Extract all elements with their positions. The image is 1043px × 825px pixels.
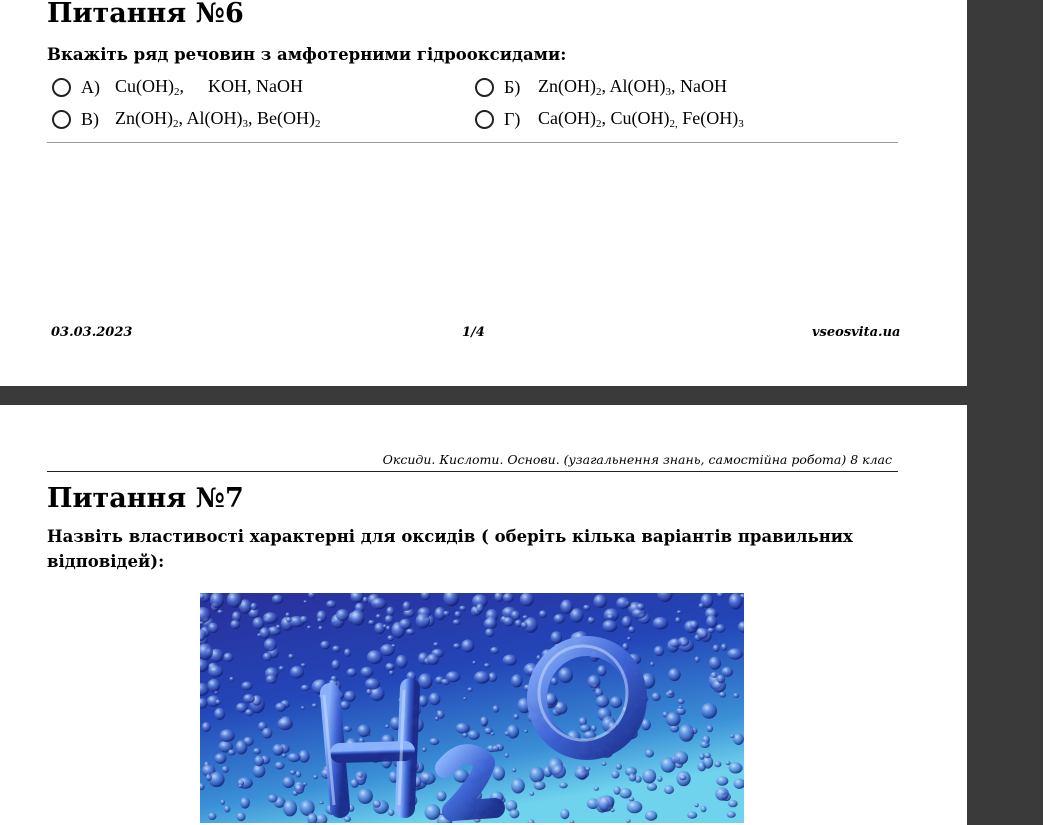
water-droplet (385, 663, 394, 671)
water-droplet (523, 615, 529, 619)
water-droplet (385, 615, 394, 623)
water-droplet (707, 628, 714, 633)
water-droplet (272, 744, 283, 756)
water-droplet (701, 703, 717, 719)
water-droplet (344, 691, 356, 702)
water-droplet (713, 645, 720, 652)
water-droplet (215, 699, 221, 704)
answer-option-a[interactable] (52, 76, 303, 98)
water-droplet (622, 616, 632, 628)
water-droplet (202, 722, 211, 732)
document-page-2 (0, 405, 967, 825)
water-droplet (690, 621, 699, 629)
water-droplet (585, 767, 590, 771)
water-droplet (214, 708, 225, 720)
water-droplet (668, 690, 674, 695)
water-droplet (250, 603, 257, 611)
radio-button-icon[interactable] (52, 110, 71, 129)
water-droplet (597, 665, 606, 676)
water-droplet (290, 770, 296, 775)
water-droplet (367, 650, 382, 664)
water-droplet (727, 648, 743, 659)
water-droplet (733, 693, 739, 698)
water-droplet (303, 783, 307, 786)
water-droplet (399, 619, 411, 630)
water-droplet (357, 724, 370, 737)
water-droplet (332, 646, 340, 653)
water-droplet (484, 663, 490, 668)
water-droplet (344, 649, 351, 657)
water-droplet (236, 812, 245, 821)
water-droplet (629, 773, 637, 781)
water-droplet (228, 749, 236, 755)
water-droplet (554, 614, 565, 624)
answer-option-g[interactable] (475, 108, 744, 130)
water-droplet (520, 593, 534, 606)
water-droplet (511, 674, 522, 687)
water-droplet (301, 706, 305, 709)
water-droplet (490, 732, 494, 735)
water-droplet (275, 762, 285, 770)
water-droplet (729, 762, 743, 773)
water-droplet (594, 787, 600, 791)
water-droplet (241, 682, 252, 691)
water-droplet (290, 666, 304, 679)
water-droplet (529, 767, 544, 783)
water-droplet (406, 629, 415, 635)
water-droplet (511, 611, 520, 621)
water-droplet (459, 606, 466, 611)
water-droplet (591, 725, 597, 732)
water-droplet (551, 631, 563, 644)
water-droplet (503, 593, 514, 603)
water-droplet (559, 782, 568, 788)
water-droplet (521, 622, 528, 629)
water-droplet (493, 705, 500, 712)
water-droplet (295, 784, 304, 794)
water-droplet (725, 761, 730, 765)
header-divider (47, 471, 898, 472)
water-droplet (719, 692, 726, 698)
water-droplet (371, 598, 387, 609)
water-droplet (715, 787, 729, 800)
water-droplet (229, 677, 234, 682)
water-droplet (288, 753, 301, 762)
water-droplet (730, 735, 734, 738)
water-droplet (453, 643, 461, 648)
water-droplet (208, 623, 219, 634)
water-droplet (427, 654, 440, 665)
water-droplet (344, 816, 351, 822)
water-droplet (507, 725, 519, 739)
water-droplet (714, 761, 721, 767)
water-droplet (607, 615, 614, 620)
water-droplet (700, 741, 710, 748)
option-letter: А) (81, 76, 100, 97)
water-droplet (301, 685, 310, 691)
water-droplet (610, 696, 622, 708)
water-droplet (716, 624, 726, 633)
water-droplet (283, 800, 297, 817)
water-droplet (373, 800, 381, 808)
water-droplet (266, 675, 277, 684)
water-droplet (727, 811, 736, 818)
water-droplet (263, 652, 272, 661)
water-droplet (529, 792, 534, 796)
option-formula: $Zn(OH)_2$, $Al(OH)_3$, $Be(OH)_2$ (115, 108, 321, 130)
water-droplet (217, 610, 223, 614)
water-droplet (462, 733, 467, 738)
water-droplet (425, 804, 441, 820)
water-droplet (675, 617, 681, 623)
water-droplet (468, 687, 473, 691)
water-droplet (461, 639, 474, 652)
water-droplet (583, 605, 590, 610)
water-droplet (687, 812, 697, 819)
water-droplet (207, 679, 220, 692)
water-droplet (453, 619, 461, 625)
option-formula: $Ca(OH)_2$, $Cu(OH)_{2,}$ $Fe(OH)_3$ (538, 108, 744, 130)
footer-site: vseosvita.ua (812, 325, 901, 340)
water-droplet (705, 753, 711, 759)
water-droplet (632, 609, 646, 619)
water-droplet (602, 762, 607, 766)
water-droplet (238, 784, 243, 788)
water-droplet (652, 692, 661, 701)
water-droplet (619, 788, 631, 798)
answer-option-b[interactable] (475, 76, 727, 98)
water-droplet (695, 656, 700, 662)
water-droplet (206, 774, 212, 781)
question-text: Вкажіть ряд речовин з амфотерними гідрооксидами: (47, 45, 567, 64)
water-droplet (388, 809, 394, 816)
water-droplet (668, 668, 681, 681)
water-droplet (616, 763, 622, 769)
water-droplet (616, 597, 630, 609)
water-droplet (628, 626, 635, 633)
water-droplet (221, 799, 225, 804)
water-droplet (664, 785, 674, 794)
water-droplet (456, 723, 470, 734)
water-droplet (420, 772, 436, 785)
water-droplet (380, 644, 395, 656)
water-droplet (679, 724, 694, 742)
water-droplet (230, 620, 240, 629)
water-droplet (642, 769, 656, 784)
water-droplet (307, 626, 312, 630)
water-droplet (385, 725, 389, 729)
water-droplet (301, 663, 306, 667)
water-droplet (368, 620, 375, 625)
water-droplet (285, 612, 290, 617)
water-droplet (711, 672, 718, 678)
water-droplet (472, 661, 476, 664)
question-text: Назвіть властивості характерні для оксидів ( оберіть кілька варіантів правильних відповідей): (47, 527, 853, 571)
water-droplet (220, 729, 235, 742)
water-droplet (320, 641, 330, 650)
water-droplet (418, 673, 432, 689)
water-droplet (560, 809, 569, 819)
water-droplet (645, 811, 657, 821)
water-droplet (729, 593, 743, 609)
water-droplet (699, 753, 704, 760)
water-droplet (733, 733, 744, 745)
water-droplet (365, 678, 380, 689)
water-droplet (300, 616, 308, 624)
water-droplet (296, 771, 302, 778)
water-droplet (272, 595, 283, 604)
water-droplet (706, 615, 717, 628)
water-droplet (654, 646, 664, 656)
water-droplet (437, 791, 447, 802)
radio-button-icon[interactable] (475, 110, 494, 129)
water-droplet (709, 657, 721, 670)
question-title: Питання №7 (47, 483, 244, 514)
water-droplet (374, 623, 385, 634)
water-droplet (224, 805, 230, 812)
water-droplet (263, 612, 278, 624)
water-droplet (361, 667, 374, 678)
footer-page-number: 1/4 (462, 325, 485, 340)
water-droplet (539, 610, 547, 618)
water-droplet (208, 665, 223, 677)
water-droplet (276, 625, 281, 629)
water-droplet (677, 610, 682, 614)
water-droplet (588, 617, 594, 624)
water-droplet (721, 644, 727, 651)
water-droplet (653, 617, 669, 629)
divider (47, 142, 898, 143)
water-droplet (235, 740, 247, 754)
water-droplet (358, 773, 363, 778)
water-droplet (387, 635, 394, 641)
water-droplet (403, 601, 411, 611)
water-droplet (389, 670, 394, 675)
option-letter: Б) (504, 76, 521, 97)
water-droplet (678, 699, 685, 705)
water-droplet (511, 778, 525, 793)
water-droplet (208, 813, 216, 820)
water-droplet (282, 753, 286, 758)
water-droplet (282, 777, 294, 789)
water-droplet (637, 603, 646, 610)
water-droplet (679, 775, 686, 780)
water-droplet (317, 618, 322, 622)
water-droplet (513, 714, 519, 720)
radio-button-icon[interactable] (52, 78, 71, 97)
option-formula: $Zn(OH)_2$, $Al(OH)_3$, NaOH (538, 76, 727, 98)
water-droplet (484, 618, 497, 629)
water-droplet (275, 703, 286, 712)
water-droplet (222, 766, 229, 773)
document-page-1 (0, 0, 967, 386)
water-droplet (243, 694, 255, 703)
water-droplet (551, 677, 558, 685)
water-droplet (716, 776, 728, 786)
water-droplet (443, 611, 450, 616)
water-droplet (429, 693, 440, 706)
water-droplet (721, 667, 733, 677)
water-droplet (493, 766, 505, 781)
water-droplet (429, 738, 439, 745)
water-droplet (650, 662, 654, 667)
water-droplet (505, 753, 509, 758)
water-droplet (629, 797, 635, 802)
answer-option-v[interactable] (52, 108, 320, 130)
water-droplet (358, 788, 373, 804)
water-droplet (509, 809, 519, 818)
water-droplet (433, 642, 439, 646)
option-letter: В) (81, 108, 99, 129)
water-droplet (214, 753, 226, 764)
water-droplet (674, 751, 688, 764)
water-droplet (279, 666, 285, 671)
water-droplet (602, 620, 617, 632)
water-droplet (437, 711, 445, 719)
water-drops-h2o-image (200, 593, 744, 823)
water-droplet (611, 771, 619, 779)
water-droplet (332, 660, 341, 670)
water-droplet (534, 781, 546, 790)
water-droplet (441, 679, 450, 685)
water-droplet (303, 600, 307, 603)
water-droplet (645, 749, 654, 757)
water-droplet (626, 819, 631, 822)
water-droplet (223, 653, 233, 662)
water-droplet (596, 695, 610, 708)
water-droplet (264, 638, 277, 651)
water-droplet (350, 779, 359, 788)
water-droplet (707, 725, 713, 732)
water-droplet (386, 626, 391, 631)
water-droplet (319, 801, 323, 804)
water-droplet (611, 809, 615, 813)
water-droplet (463, 697, 467, 700)
water-droplet (312, 703, 318, 707)
water-droplet (288, 654, 294, 659)
water-droplet (699, 603, 705, 608)
water-droplet (524, 730, 528, 733)
water-droplet (386, 607, 394, 617)
water-droplet (657, 776, 662, 782)
water-droplet (366, 689, 371, 695)
water-droplet (551, 764, 566, 778)
water-droplet (485, 628, 494, 637)
water-droplet (476, 603, 484, 612)
water-droplet (343, 726, 352, 732)
water-droplet (558, 667, 573, 683)
water-droplet (647, 783, 657, 791)
water-droplet (696, 628, 707, 639)
water-droplet (627, 637, 631, 640)
question-title: Питання №6 (47, 0, 244, 29)
water-droplet (396, 655, 408, 669)
water-droplet (503, 655, 517, 666)
water-droplet (313, 775, 318, 779)
option-letter: Г) (504, 108, 521, 129)
option-formula: $Cu(OH)_2$, KOH, NaOH (115, 76, 303, 98)
water-droplet (277, 718, 293, 730)
water-droplet (286, 617, 292, 622)
water-droplet (253, 617, 265, 629)
water-droplet (422, 747, 427, 752)
water-droplet (376, 614, 381, 619)
water-droplet (560, 600, 573, 614)
water-droplet (326, 600, 336, 608)
water-droplet (593, 594, 607, 608)
water-droplet (678, 637, 689, 647)
water-droplet (678, 706, 682, 709)
water-droplet (350, 610, 364, 626)
water-droplet (728, 800, 738, 807)
water-droplet (454, 611, 461, 618)
water-droplet (416, 613, 430, 628)
water-droplet (512, 768, 516, 772)
water-droplet (627, 801, 643, 814)
water-droplet (260, 627, 271, 639)
water-droplet (492, 745, 499, 752)
water-droplet (347, 668, 357, 677)
water-droplet (254, 756, 264, 767)
water-droplet (587, 675, 600, 689)
water-droplet (490, 647, 499, 654)
water-droplet (336, 609, 349, 621)
water-droplet (253, 748, 261, 754)
radio-button-icon[interactable] (475, 78, 494, 97)
water-droplet (480, 716, 488, 725)
water-droplet (268, 794, 278, 802)
water-droplet (468, 730, 480, 740)
footer-date: 03.03.2023 (51, 325, 133, 340)
water-droplet (318, 626, 323, 631)
water-droplet (262, 728, 273, 739)
page-header: Оксиди. Кислоти. Основи. (узагальнення знань, самостійна робота) 8 клас (382, 452, 892, 467)
water-droplet (474, 671, 490, 684)
